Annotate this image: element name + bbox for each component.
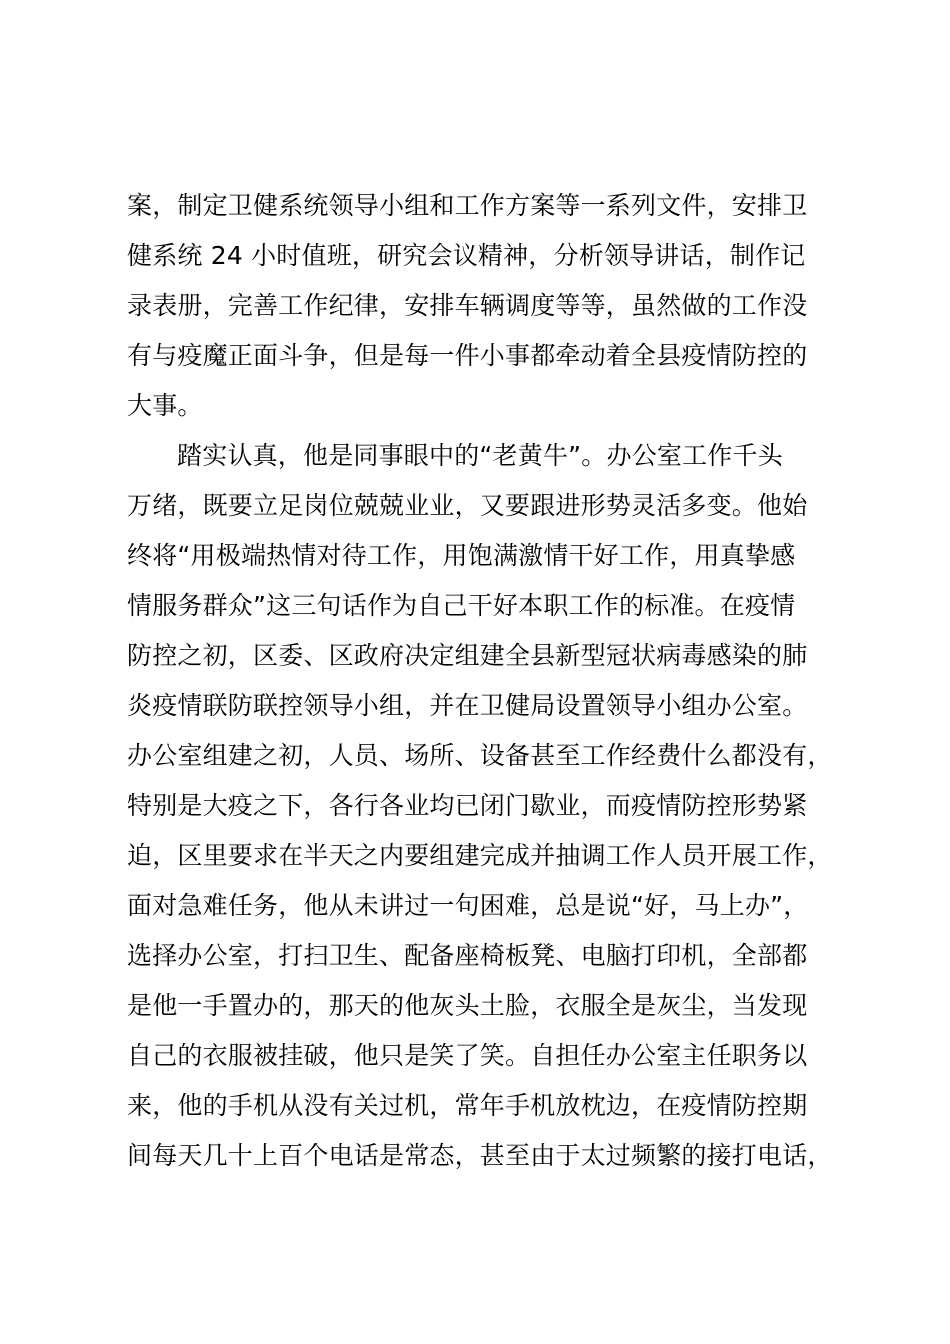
text-line: 万绪，既要立足岗位兢兢业业，又要跟进形势灵活多变。他始 — [127, 491, 808, 520]
text-line: 办公室组建之初，人员、场所、设备甚至工作经费什么都没有， — [127, 741, 833, 770]
text-line: 炎疫情联防联控领导小组，并在卫健局设置领导小组办公室。 — [127, 691, 808, 720]
text-line: 面对急难任务，他从未讲过一句困难，总是说“好，马上办”， — [127, 891, 809, 920]
text-line: 间每天几十上百个电话是常态，甚至由于太过频繁的接打电话， — [127, 1141, 833, 1170]
text-line: 选择办公室，打扫卫生、配备座椅板凳、电脑打印机，全部都 — [127, 941, 808, 970]
text-line: 特别是大疫之下，各行各业均已闭门歇业，而疫情防控形势紧 — [127, 791, 808, 820]
text-line: 情服务群众”这三句话作为自己干好本职工作的标准。在疫情 — [127, 591, 796, 620]
text-line: 防控之初，区委、区政府决定组建全县新型冠状病毒感染的肺 — [127, 641, 808, 670]
paragraph-first-line: 踏实认真，他是同事眼中的“老黄牛”。办公室工作千头 — [177, 441, 783, 470]
text-line: 迫，区里要求在半天之内要组建完成并抽调工作人员开展工作， — [127, 841, 833, 870]
text-line: 是他一手置办的，那天的他灰头土脸，衣服全是灰尘，当发现 — [127, 991, 808, 1020]
text-line: 终将“用极端热情对待工作，用饱满激情干好工作，用真挚感 — [127, 541, 796, 570]
text-line: 健系统 24 小时值班，研究会议精神，分析领导讲话，制作记 — [127, 241, 806, 270]
text-line: 来，他的手机从没有关过机，常年手机放枕边，在疫情防控期 — [127, 1091, 808, 1120]
text-line: 有与疫魔正面斗争，但是每一件小事都牵动着全县疫情防控的 — [127, 341, 808, 370]
text-line: 案，制定卫健系统领导小组和工作方案等一系列文件，安排卫 — [127, 191, 808, 220]
text-line: 录表册，完善工作纪律，安排车辆调度等等，虽然做的工作没 — [127, 291, 808, 320]
text-line: 大事。 — [127, 391, 203, 420]
text-line: 自己的衣服被挂破，他只是笑了笑。自担任办公室主任职务以 — [127, 1041, 808, 1070]
